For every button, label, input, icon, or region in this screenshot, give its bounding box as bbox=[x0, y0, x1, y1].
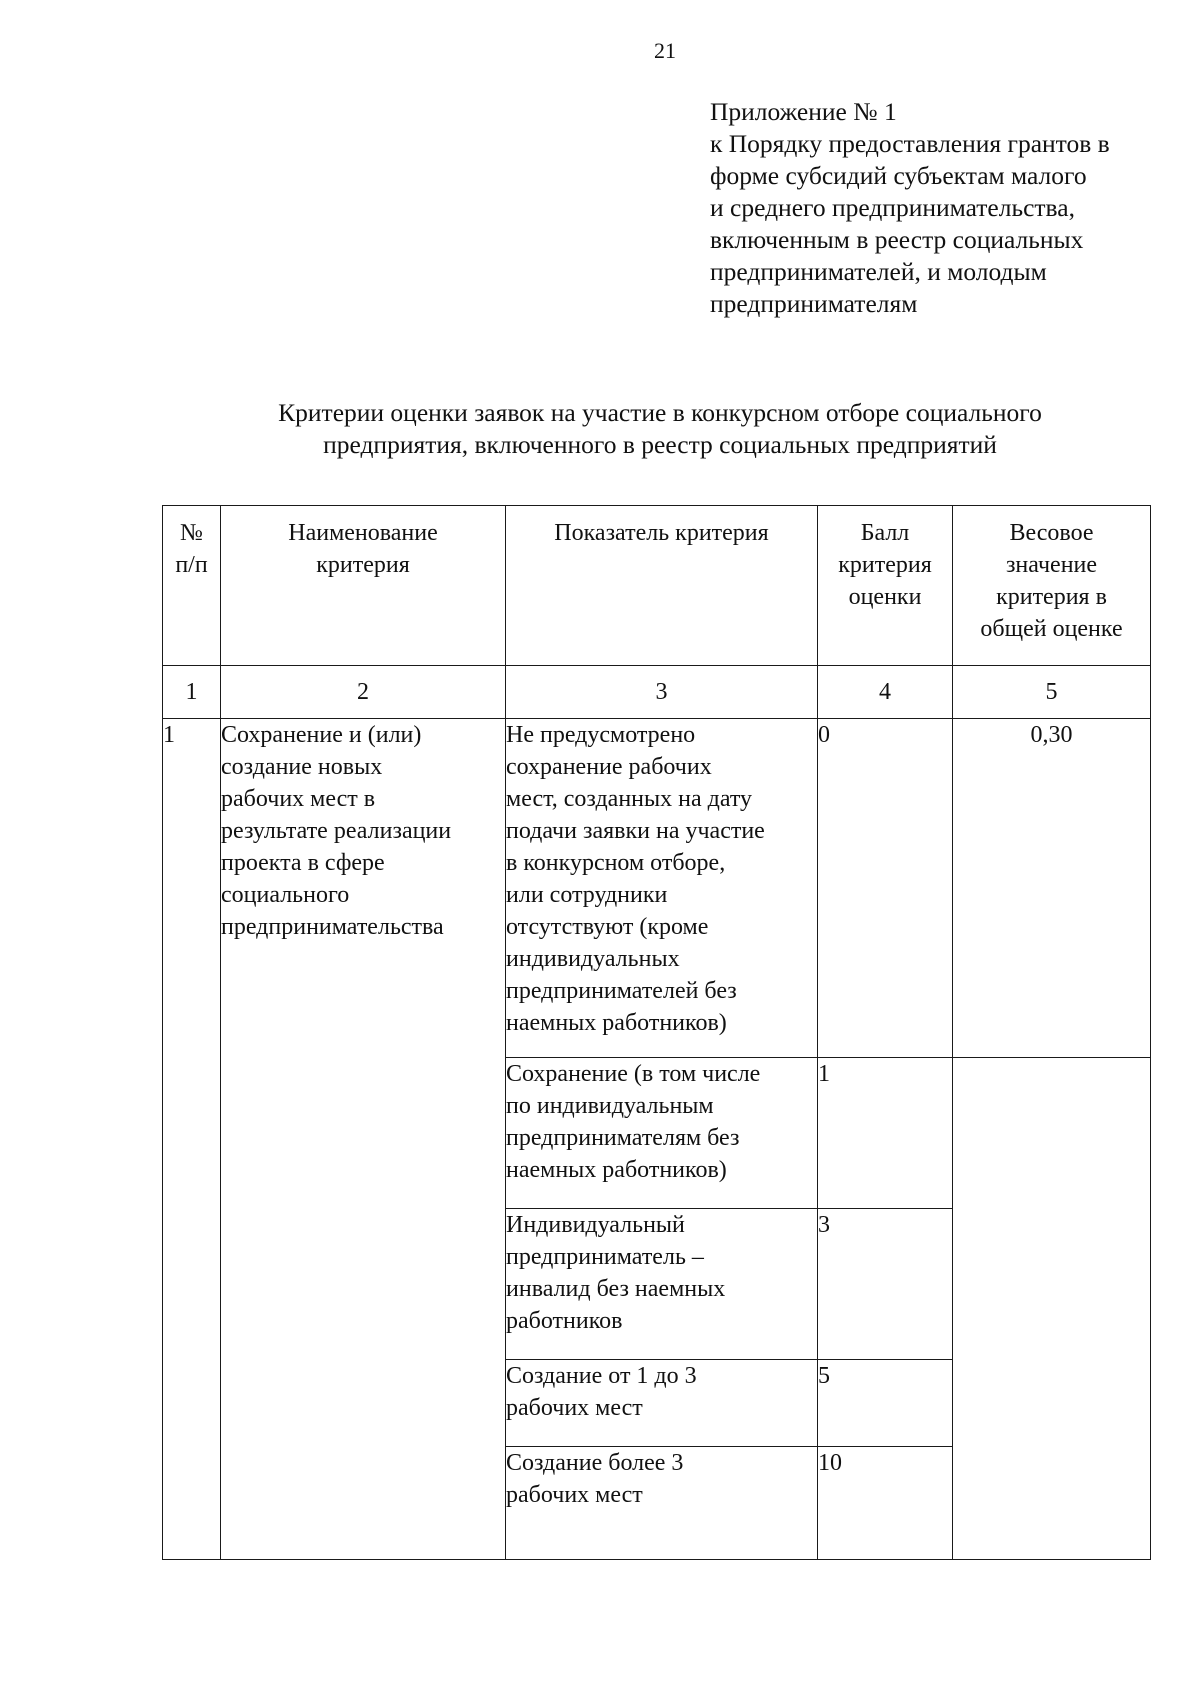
score-cell: 1 bbox=[818, 1058, 953, 1209]
appendix-line: к Порядку предоставления грантов в bbox=[710, 129, 1110, 158]
indicator-cell: Создание от 1 до 3 рабочих мест bbox=[506, 1360, 818, 1447]
column-number: 4 bbox=[818, 666, 953, 719]
indicator-cell: Создание более 3 рабочих мест bbox=[506, 1447, 818, 1560]
title-line: предприятия, включенного в реестр социальных предприятий bbox=[323, 430, 997, 459]
indicator-cell: Индивидуальный предприниматель – инвалид без наемных работников bbox=[506, 1209, 818, 1360]
score-cell: 5 bbox=[818, 1360, 953, 1447]
appendix-line: включенным в реестр социальных bbox=[710, 225, 1084, 254]
title-line: Критерии оценки заявок на участие в конкурсном отборе социального bbox=[278, 398, 1042, 427]
criteria-table bbox=[162, 505, 1151, 1560]
appendix-line: предпринимателям bbox=[710, 289, 918, 318]
header-cell-weight: Весовое значение критерия в общей оценке bbox=[953, 506, 1151, 666]
column-number-row bbox=[163, 666, 1151, 719]
document-title bbox=[100, 397, 1200, 461]
header-cell-number: № п/п bbox=[163, 506, 221, 666]
column-number: 1 bbox=[163, 666, 221, 719]
header-cell-indicator: Показатель критерия bbox=[506, 506, 818, 666]
score-cell: 10 bbox=[818, 1447, 953, 1560]
header-cell-score: Балл критерия оценки bbox=[818, 506, 953, 666]
appendix-line: Приложение № 1 bbox=[710, 97, 897, 126]
score-cell: 3 bbox=[818, 1209, 953, 1360]
page-number: 21 bbox=[654, 38, 676, 63]
header-cell-criterion-name: Наименование критерия bbox=[221, 506, 506, 666]
score-cell: 0 bbox=[818, 719, 953, 1058]
appendix-line: форме субсидий субъектам малого bbox=[710, 161, 1087, 190]
table-row bbox=[163, 719, 1151, 1058]
appendix-note bbox=[710, 96, 1180, 320]
column-number: 5 bbox=[953, 666, 1151, 719]
column-number: 2 bbox=[221, 666, 506, 719]
appendix-line: и среднего предпринимательства, bbox=[710, 193, 1075, 222]
appendix-line: предпринимателей, и молодым bbox=[710, 257, 1047, 286]
criterion-number: 1 bbox=[163, 719, 221, 1560]
indicator-cell: Не предусмотрено сохранение рабочих мест, созданных на дату подачи заявки на участие в конкурсном отборе, или сотрудники отсутствуют (кроме индивидуальных предпринимателей без наемных работников) bbox=[506, 719, 818, 1058]
column-number: 3 bbox=[506, 666, 818, 719]
indicator-cell: Сохранение (в том числе по индивидуальным предпринимателям без наемных работников) bbox=[506, 1058, 818, 1209]
weight-cell: 0,30 bbox=[953, 719, 1151, 1058]
weight-cell-empty bbox=[953, 1058, 1151, 1560]
table-header-row bbox=[163, 506, 1151, 666]
criterion-name: Сохранение и (или) создание новых рабочих мест в результате реализации проекта в сфере социального предпринимательства bbox=[221, 719, 506, 1560]
